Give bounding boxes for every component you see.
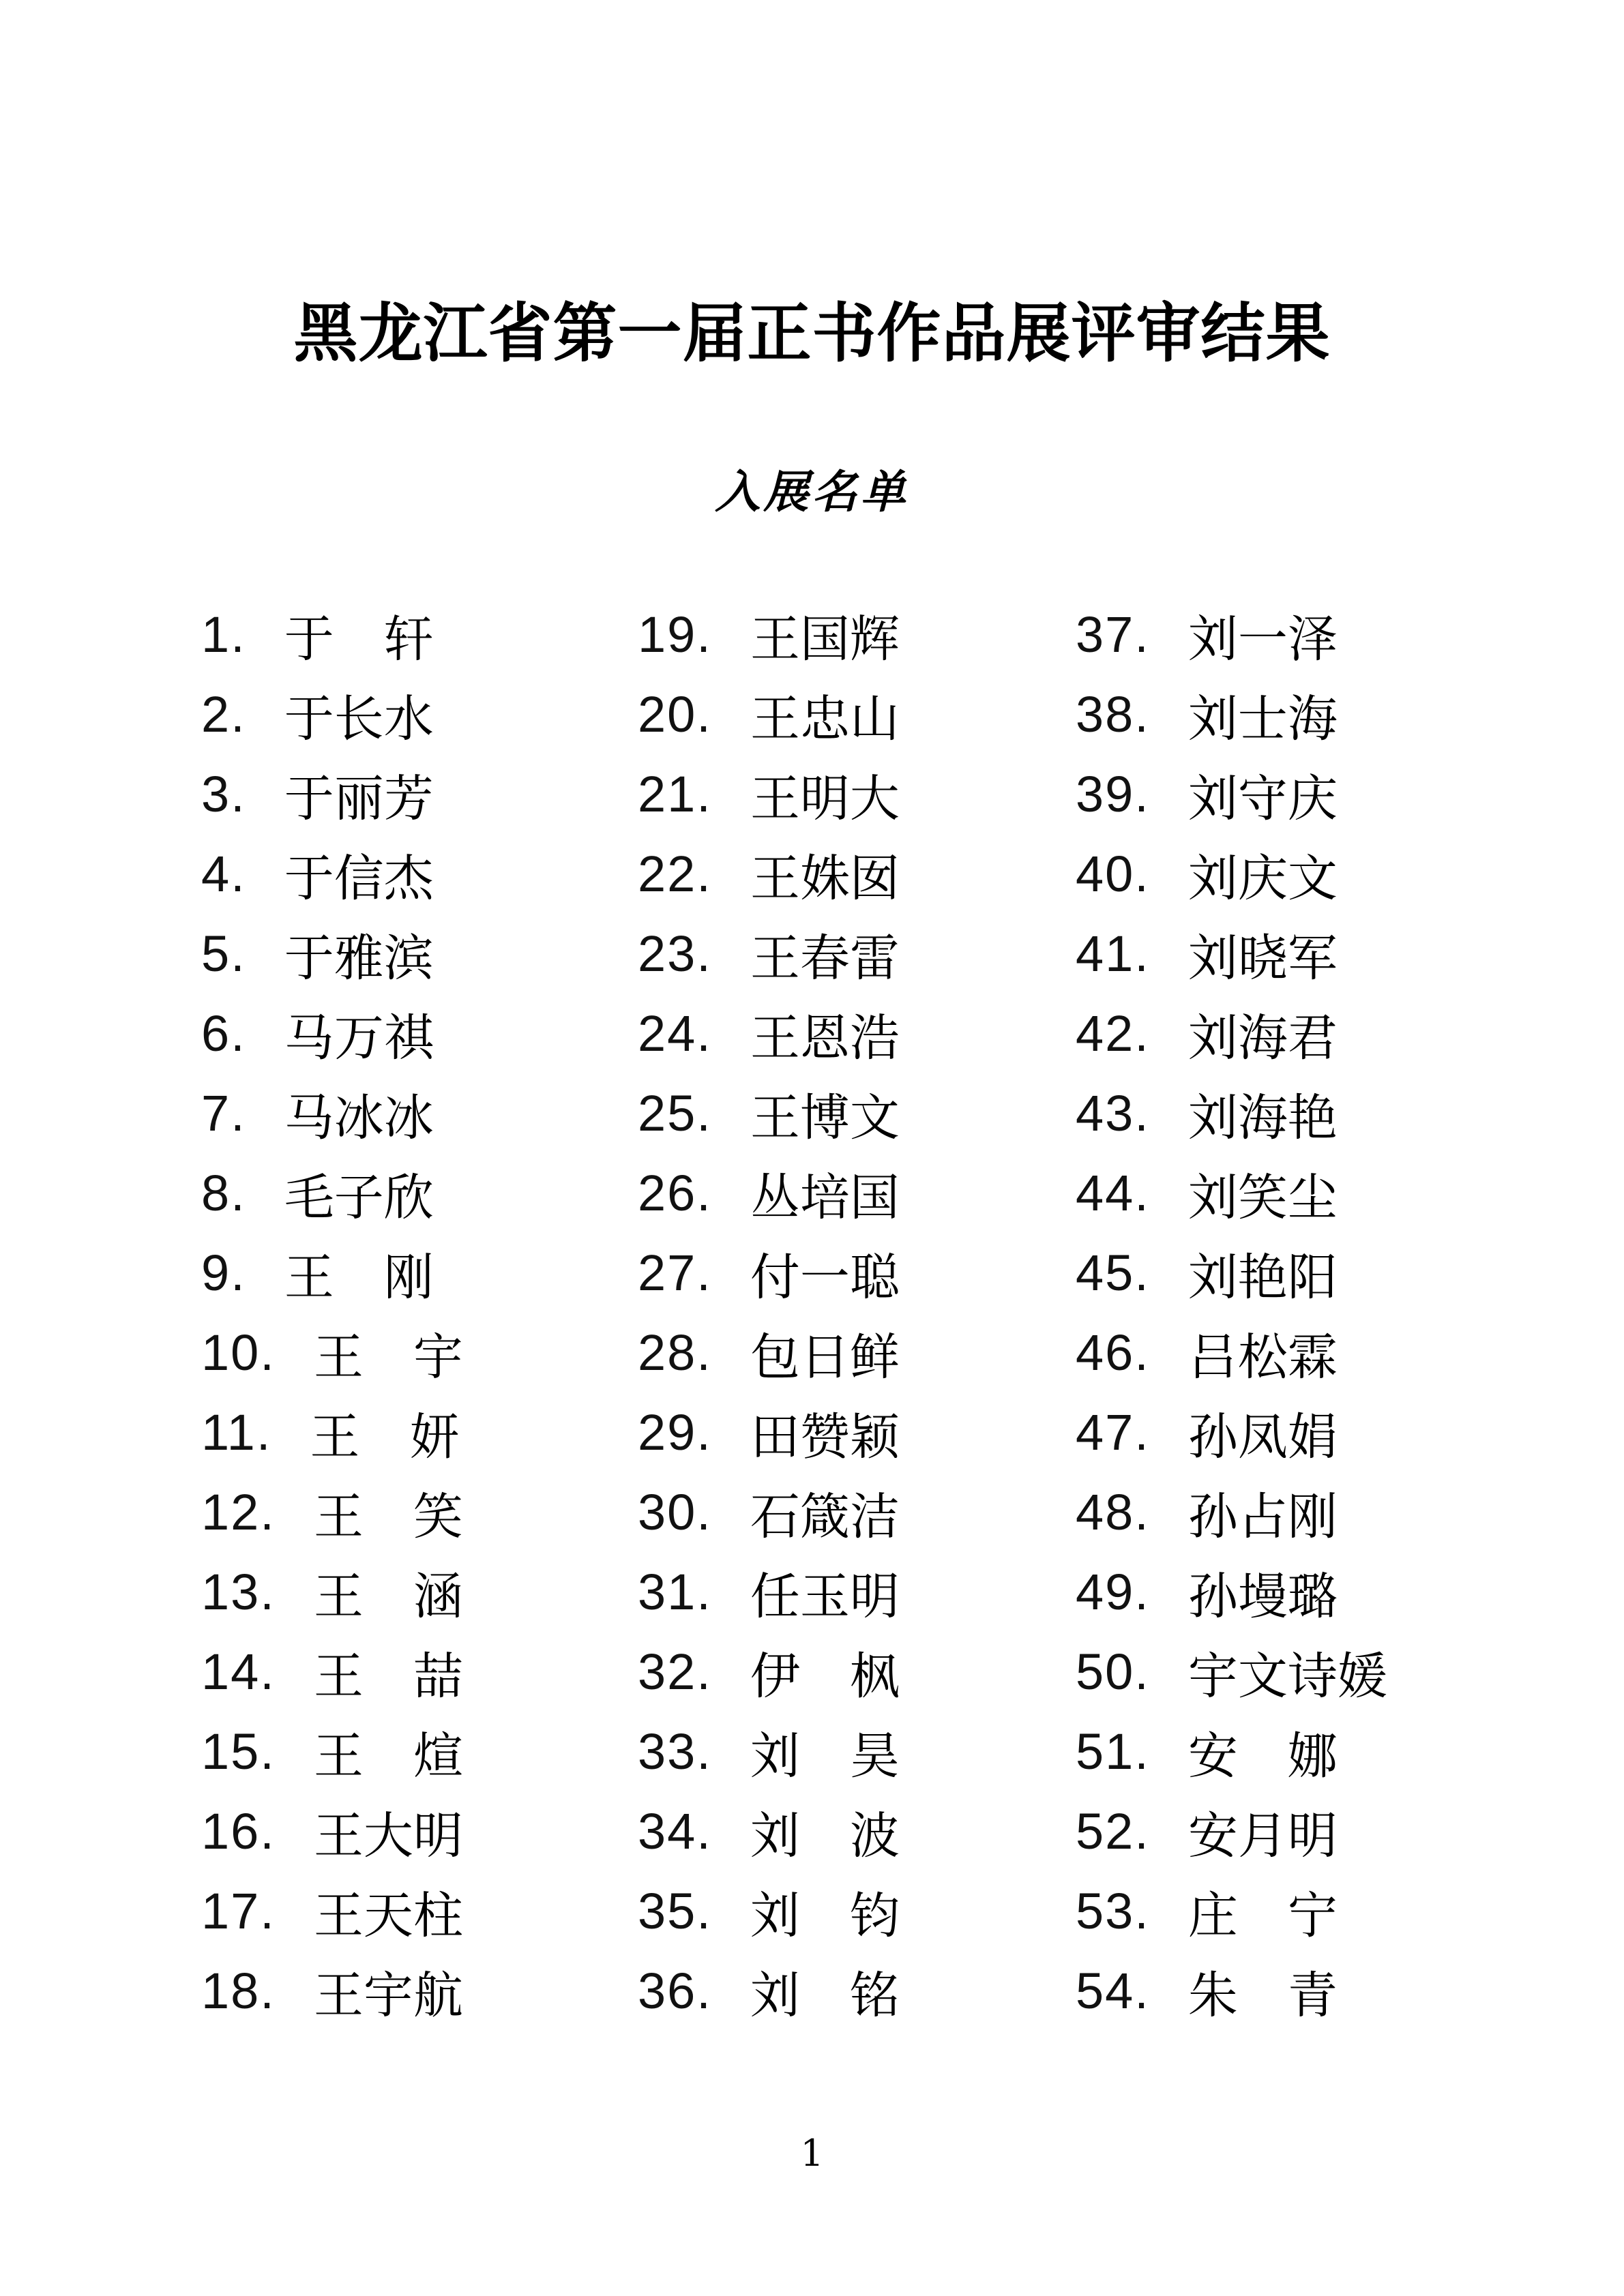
item-number: 36. [638, 1963, 712, 2019]
item-number: 12. [201, 1484, 276, 1540]
item-number: 28. [638, 1324, 712, 1381]
item-number: 29. [638, 1404, 712, 1461]
document-title: 黑龙江省第一届正书作品展评审结果 [293, 296, 1331, 371]
list-item [1076, 754, 1512, 834]
list-item [1076, 1871, 1512, 1951]
list-item [201, 1712, 638, 1791]
item-name: 安月明 [1187, 1807, 1338, 1865]
list-item [201, 1871, 638, 1951]
item-number: 1. [201, 606, 246, 663]
item-name: 王 煊 [313, 1727, 463, 1785]
item-name: 刘海君 [1187, 1009, 1338, 1067]
list-item [1076, 1712, 1512, 1791]
item-name: 刘士海 [1187, 690, 1338, 748]
item-name: 马万祺 [284, 1009, 434, 1067]
list-item [1076, 1552, 1512, 1632]
list-item [1076, 914, 1512, 994]
list-item [1076, 1632, 1512, 1712]
item-name: 王大明 [313, 1807, 463, 1865]
item-name: 刘晓军 [1187, 929, 1338, 987]
list-item [638, 1552, 1074, 1632]
list-item [201, 914, 638, 994]
item-number: 52. [1076, 1803, 1150, 1860]
item-number: 23. [638, 925, 712, 982]
item-number: 51. [1076, 1723, 1150, 1780]
list-item [1076, 1951, 1512, 2031]
item-number: 38. [1076, 686, 1150, 743]
list-item [638, 1153, 1074, 1233]
item-number: 43. [1076, 1085, 1150, 1142]
item-name: 王 笑 [313, 1488, 463, 1546]
item-number: 33. [638, 1723, 712, 1780]
list-item [201, 754, 638, 834]
item-name: 安 娜 [1187, 1727, 1338, 1785]
item-number: 7. [201, 1085, 246, 1142]
item-number: 27. [638, 1244, 712, 1301]
list-item [1076, 1472, 1512, 1552]
item-number: 5. [201, 925, 246, 982]
list-column-1 [201, 595, 638, 2031]
item-number: 34. [638, 1803, 712, 1860]
list-item [1076, 1233, 1512, 1313]
list-item [1076, 1791, 1512, 1871]
page-number: 1 [800, 2132, 824, 2175]
item-name: 刘守庆 [1187, 770, 1338, 828]
item-name: 付一聪 [750, 1249, 900, 1307]
list-item [638, 834, 1074, 914]
item-name: 孙凤娟 [1187, 1408, 1338, 1466]
item-number: 8. [201, 1165, 246, 1221]
list-item [201, 1951, 638, 2031]
item-name: 王明大 [750, 770, 900, 828]
list-item [638, 674, 1074, 754]
list-item [1076, 1153, 1512, 1233]
item-name: 王天柱 [313, 1887, 463, 1945]
list-item [638, 1712, 1074, 1791]
item-number: 10. [201, 1324, 276, 1381]
item-name: 刘 钧 [750, 1887, 900, 1945]
list-item [638, 1791, 1074, 1871]
item-name: 王国辉 [750, 610, 900, 668]
list-item [1076, 1073, 1512, 1153]
item-name: 田赞颖 [750, 1408, 900, 1466]
item-number: 45. [1076, 1244, 1150, 1301]
item-number: 6. [201, 1005, 246, 1062]
list-item [201, 1791, 638, 1871]
item-number: 13. [201, 1564, 276, 1620]
item-number: 2. [201, 686, 246, 743]
item-name: 于丽芳 [284, 770, 434, 828]
item-name: 刘一泽 [1187, 610, 1338, 668]
item-name: 王忠山 [750, 690, 900, 748]
item-number: 21. [638, 766, 712, 822]
list-item [201, 1392, 638, 1472]
item-name: 王宇航 [313, 1967, 463, 2025]
list-item [638, 1472, 1074, 1552]
list-item [1076, 834, 1512, 914]
item-number: 42. [1076, 1005, 1150, 1062]
item-number: 25. [638, 1085, 712, 1142]
item-number: 4. [201, 846, 246, 902]
list-item [638, 1871, 1074, 1951]
list-item [201, 1472, 638, 1552]
list-item [638, 595, 1074, 674]
item-number: 46. [1076, 1324, 1150, 1381]
item-number: 49. [1076, 1564, 1150, 1620]
item-number: 40. [1076, 846, 1150, 902]
item-number: 20. [638, 686, 712, 743]
item-number: 19. [638, 606, 712, 663]
item-name: 王恩浩 [750, 1009, 900, 1067]
item-number: 9. [201, 1244, 246, 1301]
item-name: 任玉明 [750, 1568, 900, 1626]
item-name: 王姝囡 [750, 850, 900, 908]
list-item [1076, 674, 1512, 754]
item-name: 石箴洁 [750, 1488, 900, 1546]
item-number: 35. [638, 1883, 712, 1939]
item-number: 37. [1076, 606, 1150, 663]
item-number: 47. [1076, 1404, 1150, 1461]
item-number: 53. [1076, 1883, 1150, 1939]
list-item [201, 1313, 638, 1392]
item-name: 刘笑尘 [1187, 1169, 1338, 1227]
item-number: 11. [201, 1404, 272, 1461]
item-name: 毛子欣 [284, 1169, 434, 1227]
item-number: 50. [1076, 1643, 1150, 1700]
item-number: 39. [1076, 766, 1150, 822]
list-item [1076, 595, 1512, 674]
item-name: 王 刚 [284, 1249, 434, 1307]
item-number: 32. [638, 1643, 712, 1700]
list-item [638, 1073, 1074, 1153]
list-item [201, 674, 638, 754]
item-name: 包日鲜 [750, 1328, 900, 1386]
list-item [201, 1552, 638, 1632]
list-item [201, 1073, 638, 1153]
item-name: 刘 昊 [750, 1727, 900, 1785]
item-name: 丛培国 [750, 1169, 900, 1227]
item-number: 54. [1076, 1963, 1150, 2019]
list-item [1076, 1392, 1512, 1472]
item-number: 31. [638, 1564, 712, 1620]
item-number: 18. [201, 1963, 276, 2019]
item-name: 王 宇 [313, 1328, 463, 1386]
list-item [201, 595, 638, 674]
list-column-2 [638, 595, 1074, 2031]
item-name: 刘庆文 [1187, 850, 1338, 908]
item-number: 15. [201, 1723, 276, 1780]
item-number: 17. [201, 1883, 276, 1939]
item-number: 41. [1076, 925, 1150, 982]
list-item [201, 1153, 638, 1233]
item-name: 于 轩 [284, 610, 434, 668]
item-name: 刘海艳 [1187, 1089, 1338, 1147]
item-number: 22. [638, 846, 712, 902]
item-name: 孙占刚 [1187, 1488, 1338, 1546]
item-number: 30. [638, 1484, 712, 1540]
item-name: 朱 青 [1187, 1967, 1338, 2025]
item-number: 26. [638, 1165, 712, 1221]
list-item [638, 1951, 1074, 2031]
list-item [201, 834, 638, 914]
item-name: 孙墁璐 [1187, 1568, 1338, 1626]
list-item [638, 1313, 1074, 1392]
item-name: 于信杰 [284, 850, 434, 908]
item-name: 王春雷 [750, 929, 900, 987]
item-name: 于雅滨 [284, 929, 434, 987]
item-name: 马冰冰 [284, 1089, 434, 1147]
list-item [638, 754, 1074, 834]
list-item [201, 1233, 638, 1313]
item-name: 王博文 [750, 1089, 900, 1147]
item-name: 于长水 [284, 690, 434, 748]
item-name: 王 涵 [313, 1568, 463, 1626]
item-name: 吕松霖 [1187, 1328, 1338, 1386]
list-item [1076, 1313, 1512, 1392]
item-number: 44. [1076, 1165, 1150, 1221]
item-number: 48. [1076, 1484, 1150, 1540]
item-number: 16. [201, 1803, 276, 1860]
item-number: 24. [638, 1005, 712, 1062]
list-item [201, 1632, 638, 1712]
item-name: 宇文诗媛 [1187, 1648, 1387, 1705]
item-name: 王 妍 [310, 1408, 460, 1466]
item-name: 庄 宁 [1187, 1887, 1338, 1945]
item-name: 伊 枫 [750, 1648, 900, 1705]
list-item [638, 914, 1074, 994]
section-subtitle: 入展名单 [715, 465, 909, 518]
list-item [638, 1632, 1074, 1712]
list-item [638, 1233, 1074, 1313]
item-number: 3. [201, 766, 246, 822]
list-item [201, 994, 638, 1073]
item-name: 刘 铭 [750, 1967, 900, 2025]
item-name: 刘艳阳 [1187, 1249, 1338, 1307]
item-name: 王 喆 [313, 1648, 463, 1705]
list-item [638, 1392, 1074, 1472]
item-number: 14. [201, 1643, 276, 1700]
item-name: 刘 波 [750, 1807, 900, 1865]
list-column-3 [1076, 595, 1512, 2031]
list-item [1076, 994, 1512, 1073]
list-item [638, 994, 1074, 1073]
